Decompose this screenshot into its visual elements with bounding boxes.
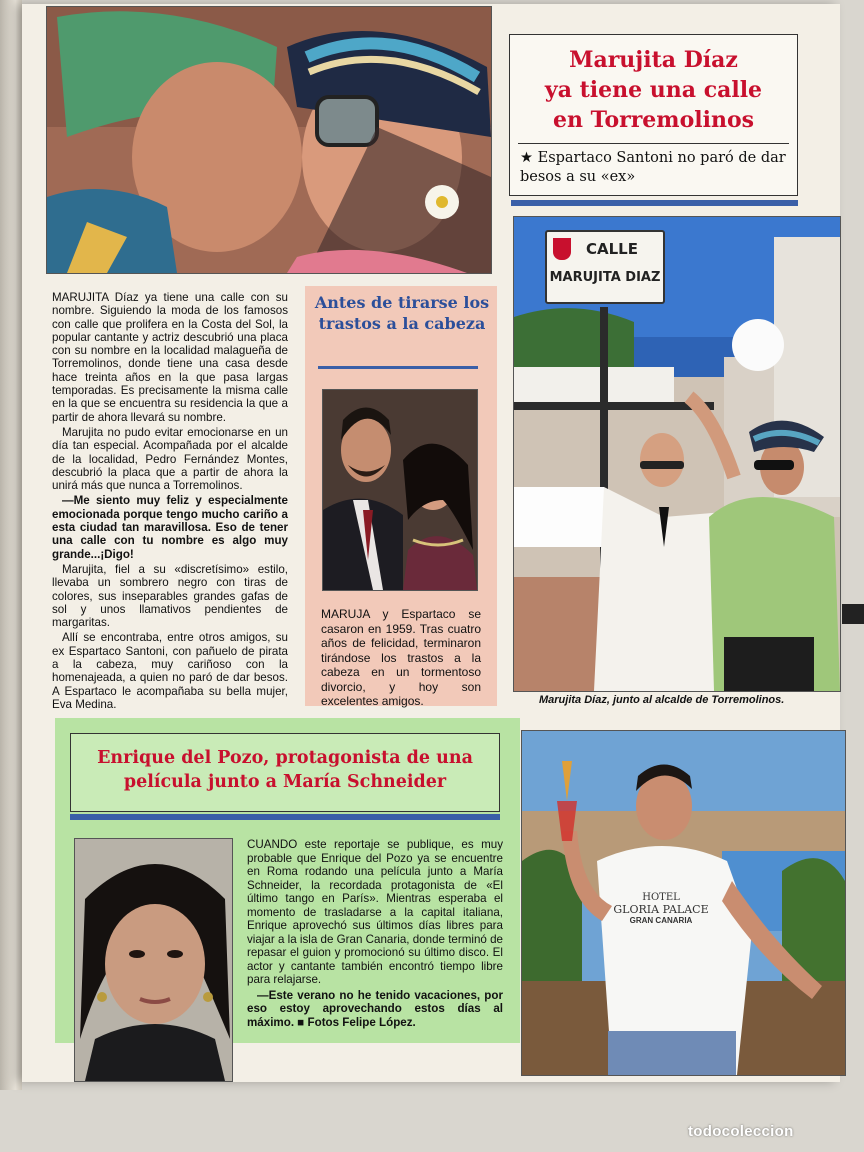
sidebar-paragraph: MARUJA y Espartaco se casaron en 1959. Tras cuatro años de felicidad, terminaron tirándose los trastos a la cabeza en un tormentoso divorcio, y hoy son excelentes amigos. <box>321 607 481 708</box>
photo-credit: Fotos Felipe López. <box>307 1015 416 1029</box>
shirt-print <box>606 892 716 925</box>
second-headline-box <box>70 733 500 812</box>
paragraph: Marujita, fiel a su «discretísimo» estilo, llevaba un sombrero negro con tiras de colores, sus inseparables grandes gafas de sol y unos llamativos pendientes de margaritas. <box>52 562 288 630</box>
paragraph: Allí se encontraba, entre otros amigos, su ex Espartaco Santoni, con pañuelo de pirata a la cabeza, muy cariñoso con la homenajeada, a quien no paró de dar besos. A Espartaco le acompañaba su bella mujer, Eva Medina. <box>52 631 288 711</box>
photo-couple-1959 <box>322 389 478 591</box>
photo-caption: Marujita Díaz, junto al alcalde de Torremolinos. <box>539 694 785 706</box>
sidebar-title: Antes de tirarse los trastos a la cabeza <box>314 293 490 333</box>
second-headline-blue-bar <box>70 814 500 820</box>
headline-line-1: Marujita Díaz <box>569 47 738 73</box>
subheadline <box>520 149 787 187</box>
photo-kiss <box>46 6 492 274</box>
shirt-line-1: HOTEL <box>642 892 680 903</box>
second-headline: Enrique del Pozo, protagonista de una película junto a María Schneider <box>97 748 473 792</box>
paragraph: MARUJITA Díaz ya tiene una calle con su nombre. Siguiendo la moda de los famosos con calle que prolifera en la Costa del Sol, la popular cantante y actriz descubrió una placa con su nombre en la localidad malagueña de Torremolinos, donde tiene una casa desde hace treinta años en la que pasa largas temporadas. Es precisamente la misma calle en la que se encuentra su residencia la que a partir de ahora llevará su nombre. <box>52 291 288 424</box>
street-sign-line-1: CALLE <box>586 240 638 258</box>
watermark: todocoleccion <box>688 1123 794 1140</box>
page-edge-shadow <box>842 604 864 624</box>
quote-paragraph <box>52 494 288 560</box>
main-article-body <box>52 291 288 713</box>
main-headline-box <box>509 34 798 196</box>
street-sign-line-2: MARUJITA DIAZ <box>549 270 661 285</box>
street-sign <box>545 230 665 304</box>
quote-text: —Este verano no he tenido vacaciones, por eso estoy aprovechando estos días al máximo. <box>247 988 503 1029</box>
sidebar-blue-rule <box>318 366 478 369</box>
quote-text: —Me siento muy feliz y especialmente emocionada porque tengo mucho cariño a esta ciudad tan maravillosa. Eso de tener una calle con tu nombre es algo muy grande...¡Digo! <box>52 494 288 561</box>
headline-line-3: en Torremolinos <box>552 107 755 133</box>
sign-crest-icon <box>553 238 571 260</box>
second-article-body <box>247 838 503 1031</box>
sidebar-body <box>321 607 481 711</box>
headline-line-2: ya tiene una calle <box>544 77 763 103</box>
subheadline-text: Espartaco Santoni no paró de dar besos a su «ex» <box>520 150 786 185</box>
shirt-line-2: GLORIA PALACE <box>613 903 709 916</box>
photo-maria-schneider <box>74 838 233 1082</box>
end-mark-icon: ■ <box>297 1015 305 1029</box>
quote-paragraph <box>247 989 503 1030</box>
magazine-spine <box>0 0 22 1090</box>
star-icon: ★ <box>520 150 538 166</box>
headline-rule <box>518 143 789 144</box>
paragraph: CUANDO este reportaje se publique, es muy probable que Enrique del Pozo ya se encuentre en Roma rodando una película junto a María Schneider, la recordada protagonista de «El último tango en París». Mientras esperaba el momento de trasladarse a la capital italiana, Enrique aprovechó sus últimos días libres para viajar a la isla de Gran Canaria, donde terminó de repasar el guion y promocionó su último disco. El actor y cantante también encontró tiempo libre para relajarse. <box>247 838 503 986</box>
main-headline <box>510 45 797 135</box>
paragraph: Marujita no pudo evitar emocionarse en un día tan especial. Acompañada por el alcalde de la localidad, Pedro Fernández Montes, descubrió la placa que a partir de ahora la unirá más que nunca a Torremolinos. <box>52 425 288 493</box>
shirt-line-3: GRAN CANARIA <box>629 916 693 925</box>
headline-blue-bar <box>511 200 798 206</box>
